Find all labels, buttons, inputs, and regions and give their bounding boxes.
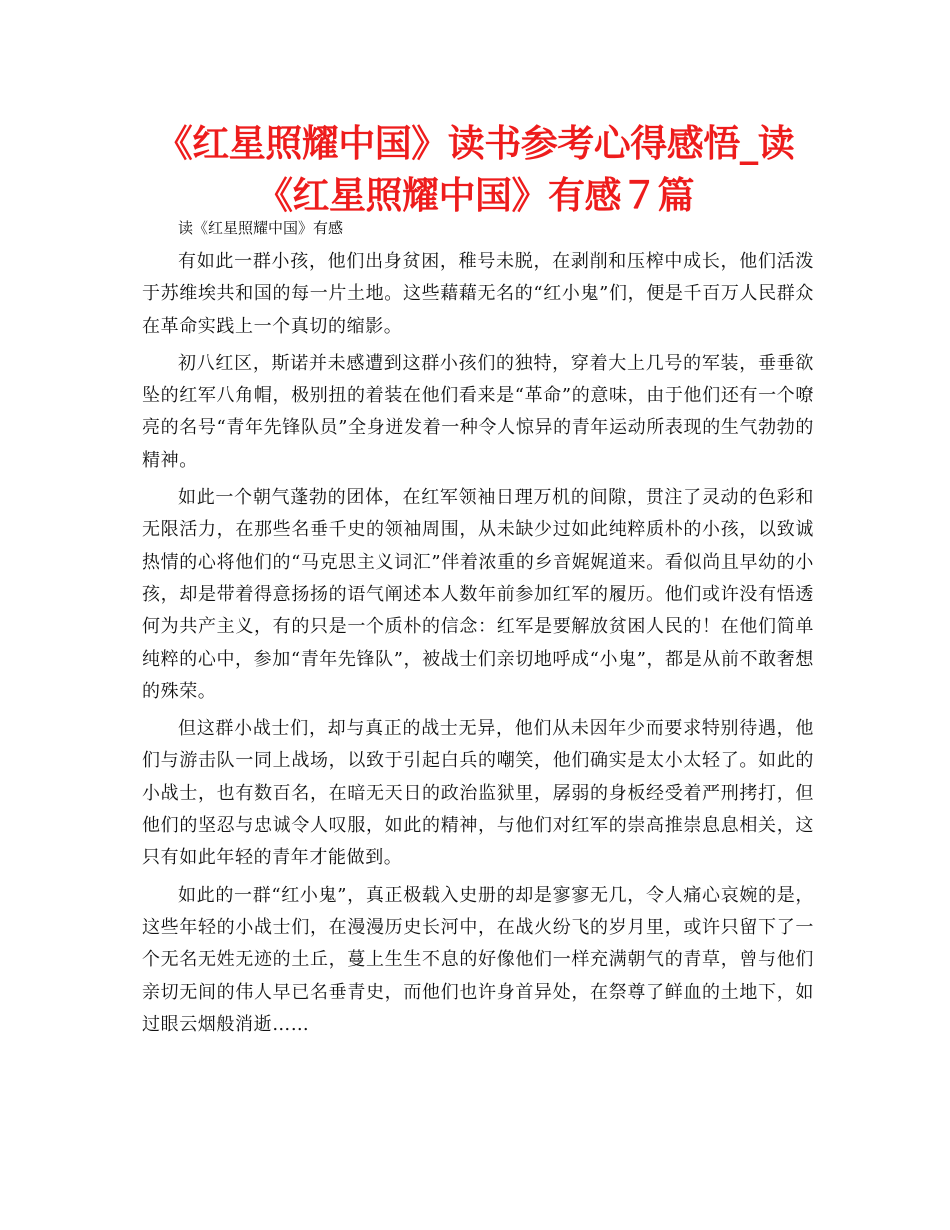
paragraph: 初八红区，斯诺并未感遭到这群小孩们的独特，穿着大上几号的军装，垂垂欲坠的红军八角帽，极别扭的着装在他们看来是“革命”的意味，由于他们还有一个嘹亮的名号“青年先锋队员”全身迸发着一种令人惊异的青年运动所表现的生气勃勃的精神。 <box>142 352 814 471</box>
paragraph: 如此一个朝气蓬勃的团体，在红军领袖日理万机的间隙，贯注了灵动的色彩和无限活力，在那些名垂千史的领袖周围，从未缺少过如此纯粹质朴的小孩，以致诚热情的心将他们的“马克思主义词汇”伴着浓重的乡音娓娓道来。看似尚且早幼的小孩，却是带着得意扬扬的语气阐述本人数年前参加红军的履历。他们或许没有悟透何为共产主义，有的只是一个质朴的信念：红军是要解放贫困人民的！在他们简单纯粹的心中，参加“青年先锋队”，被战士们亲切地呼成“小鬼”，都是从前不敢奢想的殊荣。 <box>142 487 814 702</box>
paragraph: 但这群小战士们，却与真正的战士无异，他们从未因年少而要求特别待遇，他们与游击队一同上战场，以致于引起白兵的嘲笑，他们确实是太小太轻了。如此的小战士，也有数百名，在暗无天日的政治监狱里，孱弱的身板经受着严刑拷打，但他们的坚忍与忠诚令人叹服，如此的精神，与他们对红军的崇高推崇息息相关，这只有如此年轻的青年才能做到。 <box>142 718 814 869</box>
title-line-2: 《红星照耀中国》有感７篇 <box>256 174 694 217</box>
paragraph: 如此的一群“红小鬼”，真正极载入史册的却是寥寥无几，令人痛心哀婉的是，这些年轻的小战士们，在漫漫历史长河中，在战火纷飞的岁月里，或许只留下了一个无名无姓无迹的土丘，蔓上生生不息的好像他们一样充满朝气的青草，曾与他们亲切无间的伟人早已名垂青史，而他们也许身首异处，在祭尊了鲜血的土地下，如过眼云烟般消逝…… <box>142 884 814 1035</box>
document-body <box>142 246 814 1046</box>
title-line-1: 《红星照耀中国》读书参考心得感悟_读 <box>155 122 795 165</box>
paragraph: 有如此一群小孩，他们出身贫困，稚号未脱，在剥削和压榨中成长，他们活泼于苏维埃共和国的每一片土地。这些藉藉无名的“红小鬼”们，便是千百万人民群众在革命实践上一个真切的缩影。 <box>142 251 814 337</box>
document-subtitle: 读《红星照耀中国》有感 <box>178 219 344 237</box>
document-title <box>100 118 850 222</box>
